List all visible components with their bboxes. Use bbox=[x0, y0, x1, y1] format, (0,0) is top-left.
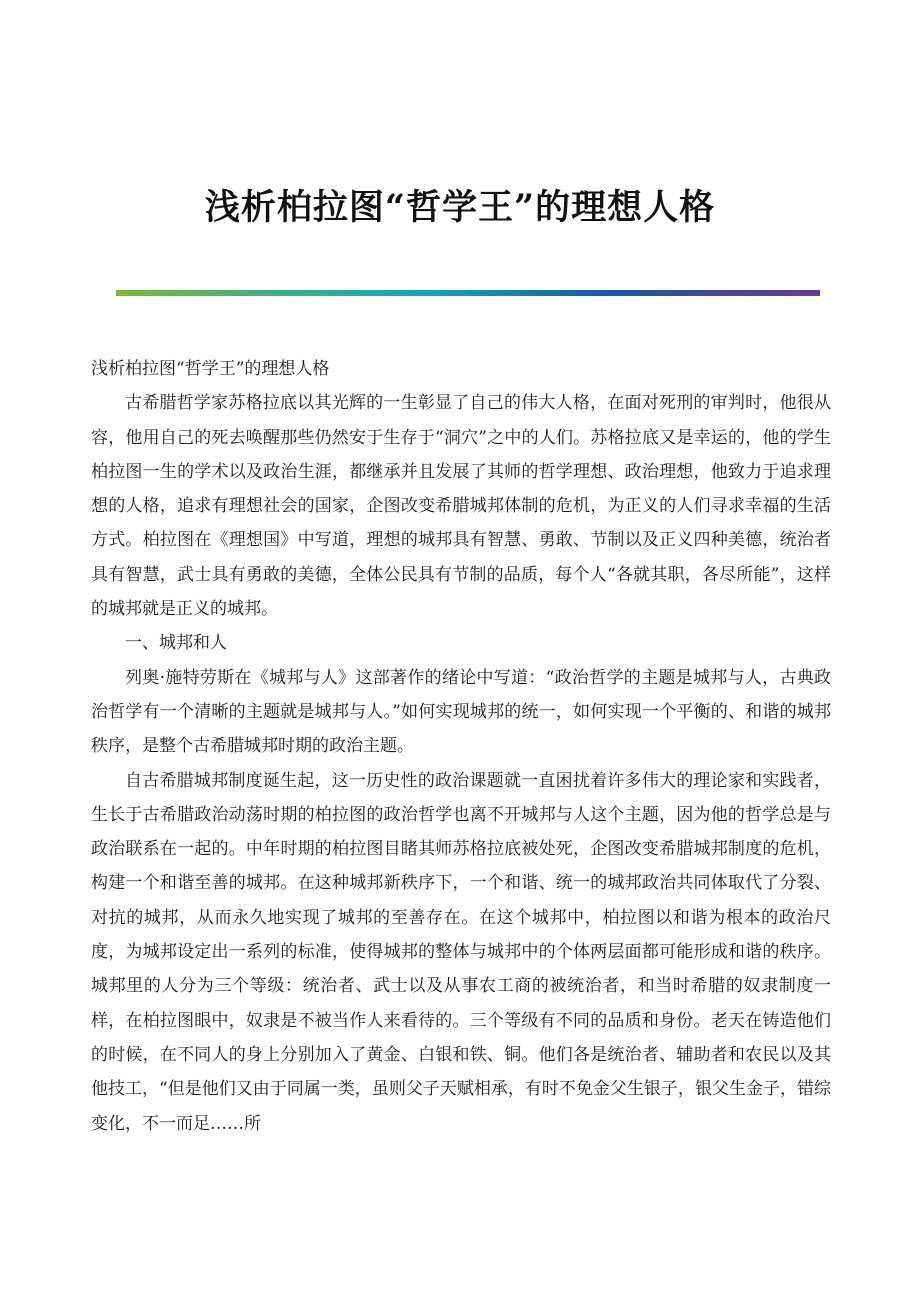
section-heading: 一、城邦和人 bbox=[125, 633, 227, 654]
document-body bbox=[91, 352, 831, 1141]
page-title: 浅析柏拉图“哲学王”的理想人格 bbox=[204, 187, 716, 228]
paragraph-city-state: 自古希腊城邦制度诞生起，这一历史性的政治课题就一直困扰着许多伟大的理论家和实践者，生长于古希腊政治动荡时期的柏拉图的政治哲学也离不开城邦与人这个主题，因为他的哲学总是与政治联系在一起的。中年时期的柏拉图目睹其师苏格拉底被处死，企图改变希腊城邦制度的危机，构建一个和谐至善的城邦。在这种城邦新秩序下，一个和谐、统一的城邦政治共同体取代了分裂、对抗的城邦，从而永久地实现了城邦的至善存在。在这个城邦中，柏拉图以和谐为根本的政治尺度，为城邦设定出一系列的标准，使得城邦的整体与城邦中的个体两层面都可能形成和谐的秩序。城邦里的人分为三个等级：统治者、武士以及从事农工商的被统治者，和当时希腊的奴隶制度一样，在柏拉图眼中，奴隶是不被当作人来看待的。三个等级有不同的品质和身份。老天在铸造他们的时候，在不同人的身上分别加入了黄金、白银和铁、铜。他们各是统治者、辅助者和农民以及其他技工，“但是他们又由于同属一类，虽则父子天赋相承，有时不免金父生银子，银父生金子，错综变化，不一而足……所 bbox=[91, 770, 831, 1134]
paragraph-intro: 古希腊哲学家苏格拉底以其光辉的一生彰显了自己的伟大人格，在面对死刑的审判时，他很从容，他用自己的死去唤醒那些仍然安于生存于“洞穴”之中的人们。苏格拉底又是幸运的，他的学生柏拉图一生的学术以及政治生涯，都继承并且发展了其师的哲学理想、政治理想，他致力于追求理想的人格，追求有理想社会的国家，企图改变希腊城邦体制的危机，为正义的人们寻求幸福的生活方式。柏拉图在《理想国》中写道，理想的城邦具有智慧、勇敢、节制以及正义四种美德，统治者具有智慧，武士具有勇敢的美德，全体公民具有节制的品质，每个人“各就其职，各尽所能”，这样的城邦就是正义的城邦。 bbox=[91, 393, 831, 620]
document-subtitle: 浅析柏拉图“哲学王”的理想人格 bbox=[91, 359, 330, 379]
paragraph-strauss: 列奥·施特劳斯在《城邦与人》这部著作的绪论中写道：“政治哲学的主题是城邦与人，古典政治哲学有一个清晰的主题就是城邦与人。”如何实现城邦的统一，如何实现一个平衡的、和谐的城邦秩序，是整个古希腊城邦时期的政治主题。 bbox=[91, 667, 831, 757]
title-divider bbox=[116, 290, 820, 296]
